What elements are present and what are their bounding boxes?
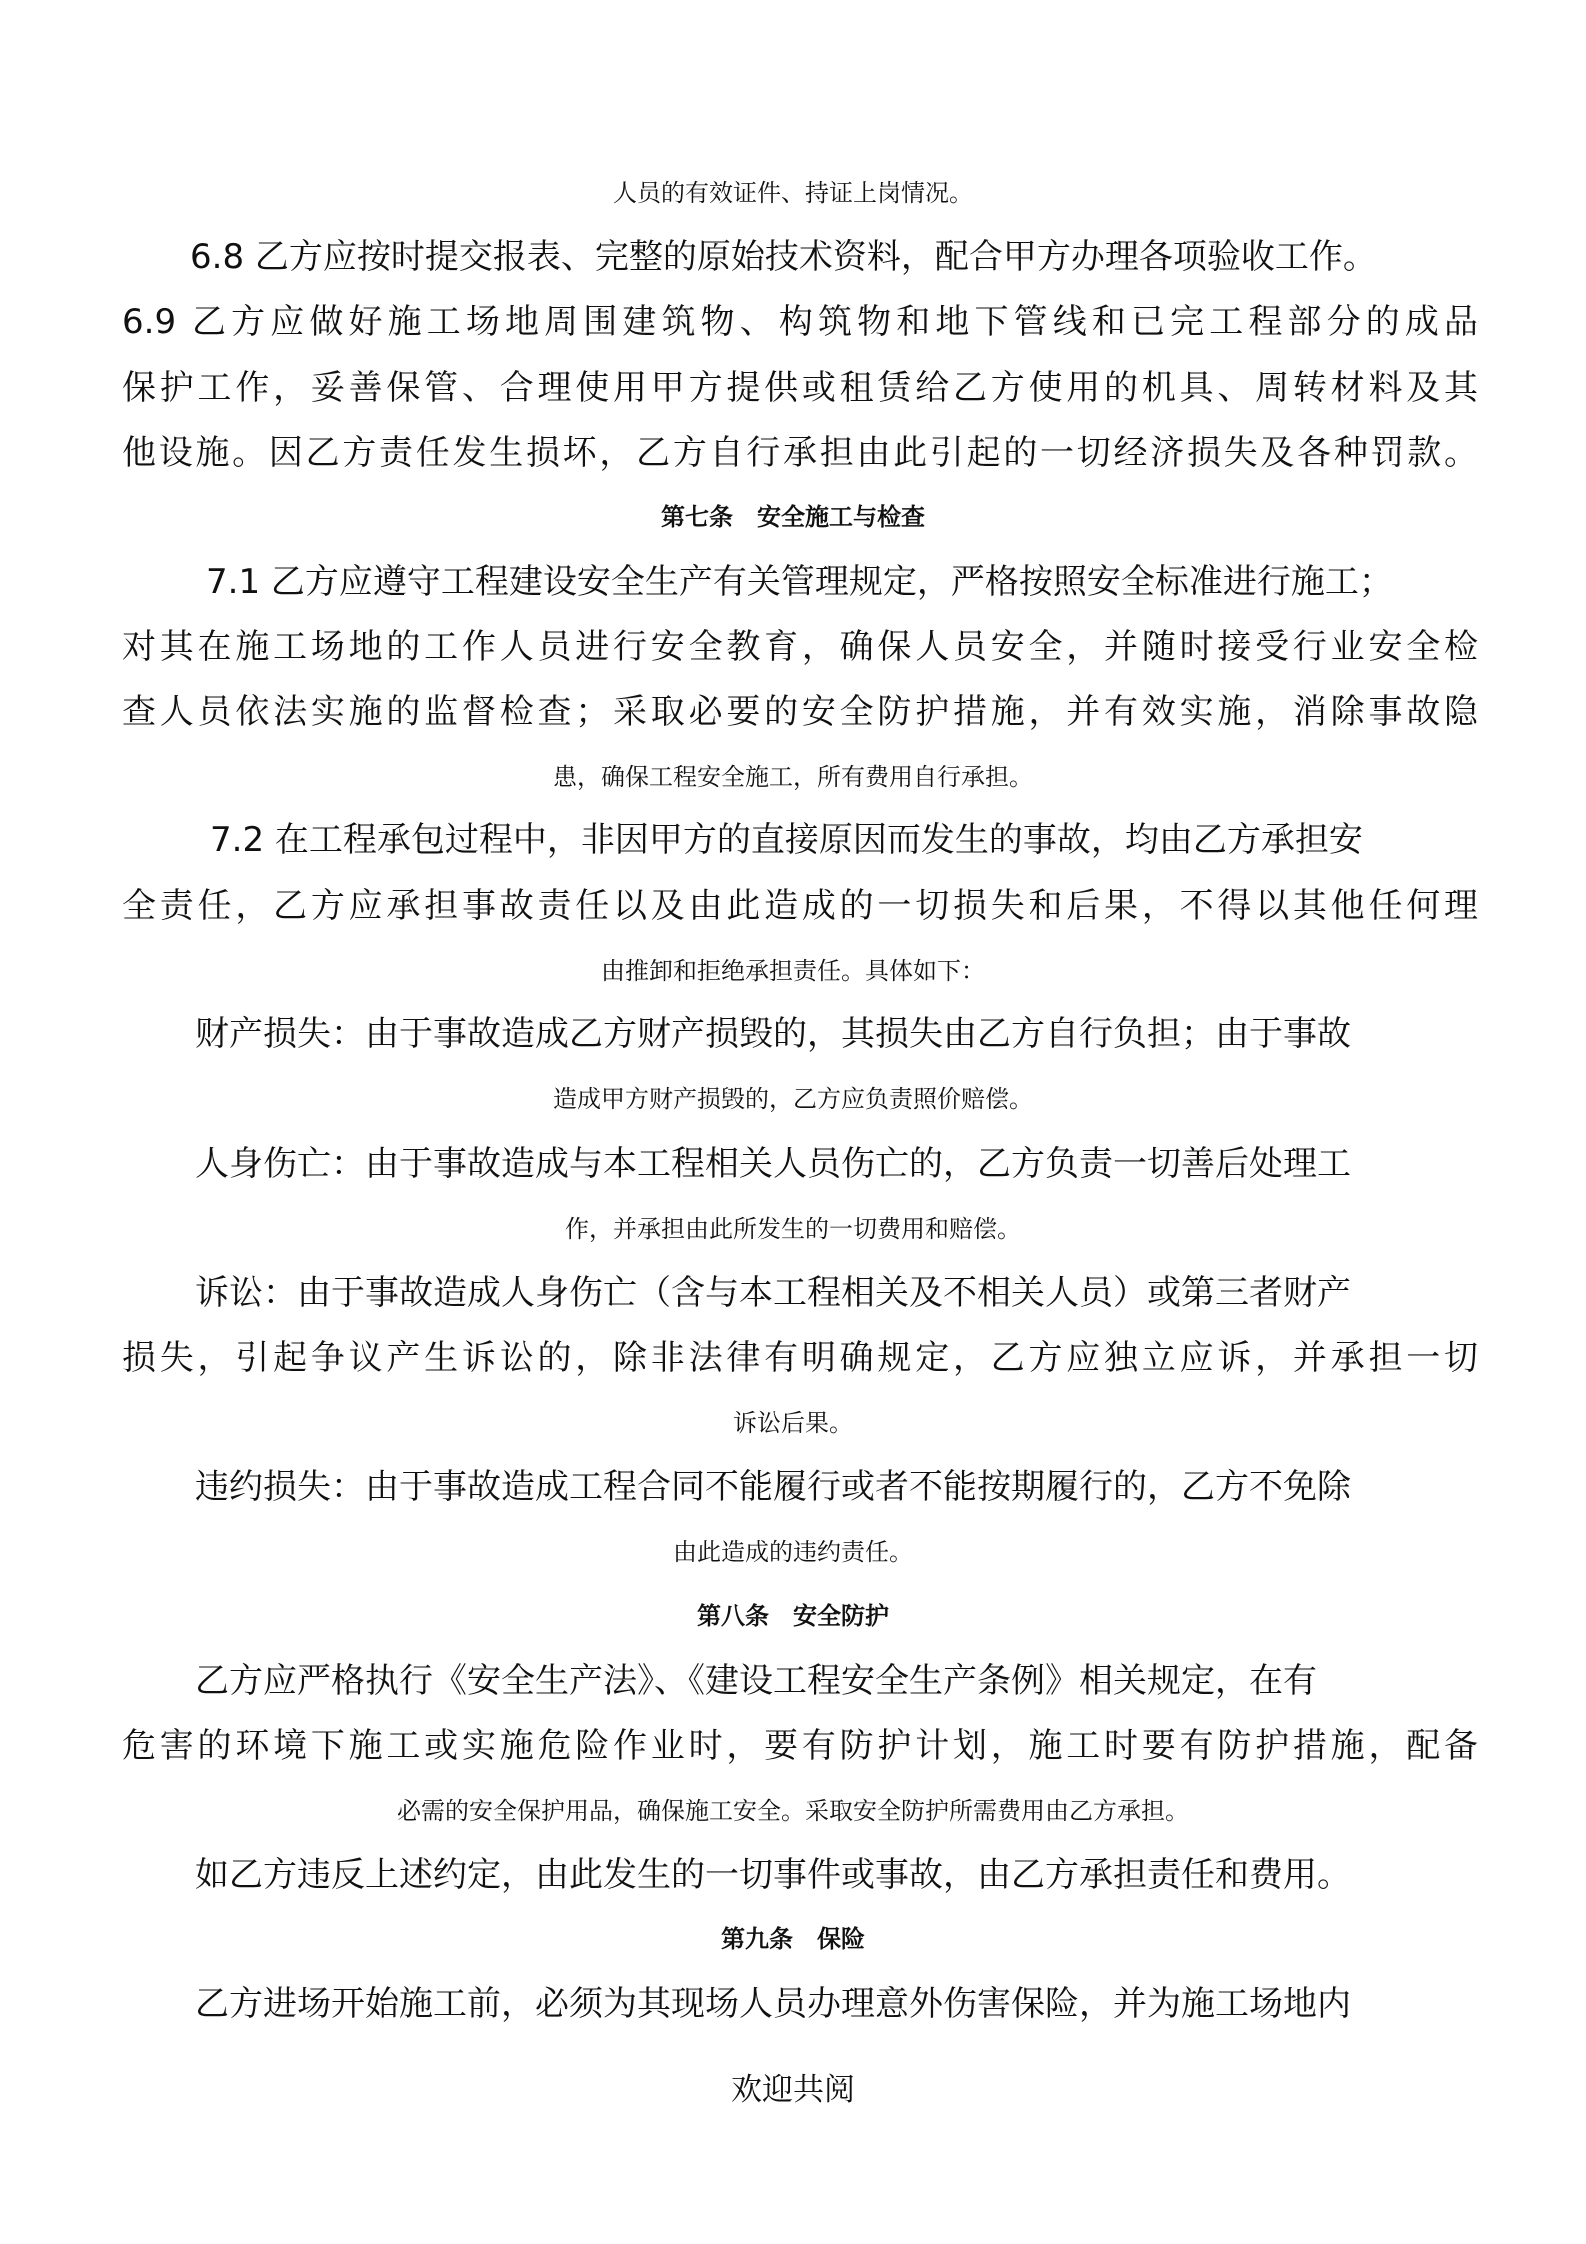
text-line: 查人员依法实施的监督检查；采取必要的安全防护措施，并有效实施，消除事故隐 — [122, 692, 1478, 732]
text-line: 7.1 乙方应遵守工程建设安全生产有关管理规定，严格按照安全标准进行施工； — [206, 562, 1393, 602]
text-line: 损失，引起争议产生诉讼的，除非法律有明确规定，乙方应独立应诉，并承担一切 — [122, 1338, 1478, 1378]
text-line: 人员的有效证件、持证上岗情况。 — [613, 179, 973, 207]
text-line: 乙方进场开始施工前，必须为其现场人员办理意外伤害保险，并为施工场地内 — [195, 1984, 1351, 2024]
text-line: 由此造成的违约责任。 — [673, 1538, 913, 1566]
text-line: 保护工作，妥善保管、合理使用甲方提供或租赁给乙方使用的机具、周转材料及其 — [122, 368, 1478, 408]
page-footer: 欢迎共阅 — [731, 2072, 855, 2108]
text-line: 7.2 在工程承包过程中，非因甲方的直接原因而发生的事故，均由乙方承担安 — [210, 820, 1363, 860]
text-line: 患，确保工程安全施工，所有费用自行承担。 — [553, 763, 1033, 791]
text-line: 全责任，乙方应承担事故责任以及由此造成的一切损失和后果，不得以其他任何理 — [122, 886, 1478, 926]
section-heading: 第七条 安全施工与检查 — [661, 503, 925, 531]
text-line: 造成甲方财产损毁的，乙方应负责照价赔偿。 — [553, 1085, 1033, 1113]
text-line: 由推卸和拒绝承担责任。具体如下： — [601, 957, 985, 985]
section-heading: 第八条 安全防护 — [697, 1602, 889, 1630]
text-line: 如乙方违反上述约定，由此发生的一切事件或事故，由乙方承担责任和费用。 — [195, 1855, 1351, 1895]
text-line: 作，并承担由此所发生的一切费用和赔偿。 — [565, 1215, 1021, 1243]
text-line: 他设施。因乙方责任发生损坏，乙方自行承担由此引起的一切经济损失及各种罚款。 — [122, 433, 1478, 473]
text-line: 乙方应严格执行《安全生产法》、《建设工程安全生产条例》相关规定，在有 — [195, 1661, 1317, 1701]
text-line: 诉讼：由于事故造成人身伤亡（含与本工程相关及不相关人员）或第三者财产 — [195, 1273, 1351, 1313]
section-heading: 第九条 保险 — [721, 1925, 865, 1953]
text-line: 财产损失：由于事故造成乙方财产损毁的，其损失由乙方自行负担；由于事故 — [195, 1014, 1351, 1054]
text-line: 人身伤亡：由于事故造成与本工程相关人员伤亡的，乙方负责一切善后处理工 — [195, 1144, 1351, 1184]
text-line: 6.9 乙方应做好施工场地周围建筑物、构筑物和地下管线和已完工程部分的成品 — [122, 302, 1478, 342]
text-line: 必需的安全保护用品，确保施工安全。采取安全防护所需费用由乙方承担。 — [397, 1797, 1189, 1825]
text-line: 危害的环境下施工或实施危险作业时，要有防护计划，施工时要有防护措施，配备 — [122, 1726, 1478, 1766]
text-line: 违约损失：由于事故造成工程合同不能履行或者不能按期履行的，乙方不免除 — [195, 1467, 1351, 1507]
text-line: 对其在施工场地的工作人员进行安全教育，确保人员安全，并随时接受行业安全检 — [122, 627, 1478, 667]
text-line: 6.8 乙方应按时提交报表、完整的原始技术资料，配合甲方办理各项验收工作。 — [190, 237, 1377, 277]
text-line: 诉讼后果。 — [733, 1409, 853, 1437]
